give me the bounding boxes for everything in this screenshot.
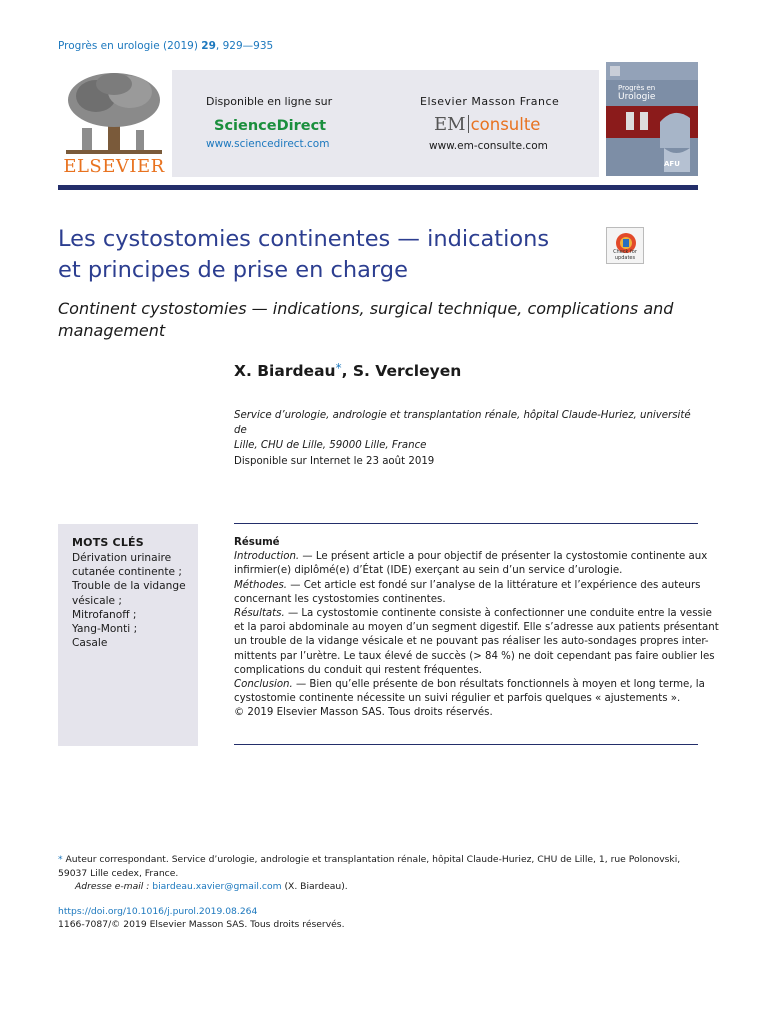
article-title-line: et principes de prise en charge [58,257,408,283]
author-email-link[interactable]: biardeau.xavier@gmail.com [152,881,282,892]
abstract-text: mittents par l’urètre. Le taux élevé de succès (> 84 %) ne doit cependant pas faire oublier les [234,650,715,662]
em-publisher-text: Elsevier Masson France [420,95,560,108]
abstract [234,536,719,721]
affiliation-line: Service d’urologie, andrologie et transplantation rénale, hôpital Claude-Huriez, université de [234,410,691,436]
keyword-line: Trouble de la vidange [72,580,186,593]
abstract-text: complications du conduit qui restent fréquentes. [234,664,482,676]
check-for-updates-label: Check for updates [613,249,637,261]
keyword-line: Mitrofanoff ; [72,608,137,621]
abstract-line [234,664,698,678]
article-subtitle-line: Continent cystostomies — indications, surgical technique, complications and [58,299,674,318]
abstract-line [234,579,701,593]
abstract-line [234,692,698,706]
elsevier-logo[interactable] [58,70,170,177]
abstract-text: et la paroi abdominale au moyen d’un segment digestif. Elle s’adresse aux patients présentant [234,622,719,634]
header-links-band [172,70,599,177]
footnote-email-line [58,880,698,894]
abstract-bottom-rule [234,744,698,745]
keywords-box [58,524,198,746]
footnote-marker: * [58,854,63,865]
journal-header-banner [58,70,698,177]
email-label: Adresse e-mail : [75,881,150,892]
journal-reference[interactable]: Progrès en urologie (2019) 29, 929—935 [58,40,274,52]
em-logo-consulte: consulte [470,115,541,134]
author-list [234,361,461,380]
abstract-line [234,621,719,635]
sciencedirect-logo[interactable]: ScienceDirect [214,118,327,134]
cover-badge: AFU [664,160,680,168]
em-consulte-logo[interactable] [434,114,540,135]
email-suffix: (X. Biardeau). [281,881,348,892]
cover-title-line1: Progrès en [618,84,656,92]
check-for-updates-button[interactable] [606,227,644,264]
affiliation-line: Lille, CHU de Lille, 59000 Lille, France [234,440,427,451]
abstract-text: infirmier(e) diplômé(e) d’État (IDE) exerçant au sein d’un service d’urologie. [234,565,623,577]
author-name: , S. Vercleyen [341,362,462,380]
keyword-line: Casale [72,637,108,650]
abstract-text: — Bien qu’elle présente de bon résultats fonctionnels à moyen et long terme, la [292,679,705,691]
sd-available-text: Disponible en ligne sur [206,95,333,108]
corresponding-author-footnote [58,853,698,894]
cover-title-line2: Urologie [618,92,656,102]
abstract-section-lead: Résultats. [234,608,285,620]
journal-cover-thumbnail[interactable] [606,62,698,176]
abstract-section-lead: Méthodes. [234,579,288,591]
abstract-line [234,650,715,664]
journal-volume: 29 [201,40,216,52]
header-divider [58,185,698,190]
article-subtitle [58,298,698,342]
abstract-text: — Cet article est fondé sur l’analyse de la littérature et l’expérience des auteurs [287,579,701,591]
online-date: Disponible sur Internet le 23 août 2019 [234,456,435,467]
abstract-line [234,550,708,564]
journal-name: Progrès en urologie (2019) [58,40,198,52]
abstract-line [234,706,698,720]
footnote-text: 59037 Lille cedex, France. [58,867,179,879]
abstract-text: cystostomie continente nécessite un suivi régulier et parfois quelques « ajustements ». [234,693,681,705]
abstract-line [234,678,705,692]
keyword-line: cutanée continente ; [72,566,182,579]
abstract-line [234,607,712,621]
copyright-text: © 2019 Elsevier Masson SAS. Tous droits réservés. [234,707,493,719]
keyword-line: Yang-Monti ; [72,623,138,636]
em-consulte-link[interactable]: www.em-consulte.com [429,140,548,152]
abstract-text: — La cystostomie continente consiste à confectionner une conduite entre la vessie [284,608,712,620]
author-name: X. Biardeau [234,362,336,380]
abstract-text: — Le présent article a pour objectif de présenter la cystostomie continente aux [299,551,708,563]
keyword-line: Dérivation urinaire [72,552,172,564]
footnote-text: Auteur correspondant. Service d’urologie, andrologie et transplantation rénale, hôpital Claude-Huriez, CHU de Lille, 1, rue Polonovski, [62,854,681,865]
cover-art-icon [606,62,698,176]
abstract-section-lead: Introduction. [234,551,300,563]
journal-pages: 929—935 [222,40,274,52]
elsevier-wordmark: ELSEVIER [63,156,165,177]
abstract-text: concernant les cystostomies continentes. [234,593,446,605]
elsevier-tree-icon [58,70,170,156]
article-title [58,224,598,286]
author-affiliation [234,408,700,453]
footnote-line [58,853,698,867]
abstract-top-rule [234,523,698,524]
article-title-line: Les cystostomies continentes — indications [58,226,550,252]
em-logo-em: EM [434,114,466,135]
keyword-line: vésicale ; [72,594,122,607]
abstract-line [234,564,698,578]
issn-copyright: 1166-7087/© 2019 Elsevier Masson SAS. Tous droits réservés. [58,919,345,930]
corresponding-author-marker[interactable]: * [335,361,342,375]
doi-link[interactable]: https://doi.org/10.1016/j.purol.2019.08.264 [58,906,258,917]
abstract-section-lead: Conclusion. [234,679,293,691]
abstract-line [234,593,698,607]
keywords-title: MOTS CLÉS [72,536,144,549]
abstract-text: un trouble de la vidange vésicale et ne pouvant pas réaliser les auto-sondages propres inter- [234,636,709,648]
article-subtitle-line: management [58,321,166,340]
sciencedirect-link[interactable]: www.sciencedirect.com [206,138,330,150]
abstract-heading: Résumé [234,537,280,548]
abstract-line [234,635,709,649]
